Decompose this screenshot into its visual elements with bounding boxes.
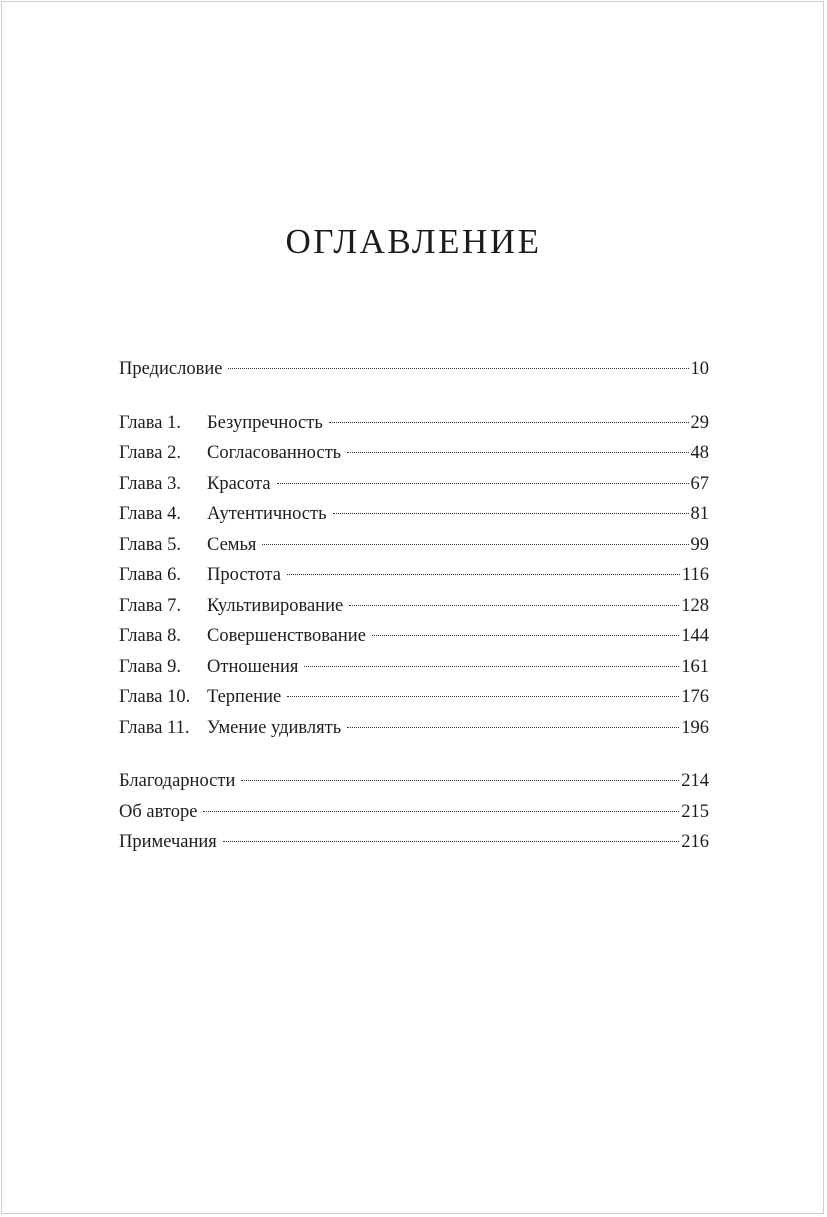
page-number: 99 [690, 534, 709, 555]
entry-title: Умение удивлять [207, 717, 342, 738]
entry-title: Об авторе [119, 801, 198, 822]
entry-title: Простота [207, 565, 281, 585]
toc-entry-chapter-6[interactable] [119, 560, 709, 591]
toc-entry-chapter-3[interactable] [119, 469, 709, 500]
toc-entry-about-author[interactable] [119, 797, 709, 828]
page-title: ОГЛАВЛЕНИЕ [285, 222, 542, 261]
page-number: 48 [690, 443, 709, 463]
chapter-number: Глава 9. [119, 656, 181, 677]
chapter-number: Глава 2. [119, 443, 181, 463]
toc-entry-chapter-4[interactable] [119, 499, 709, 530]
toc-entry-chapter-10[interactable] [119, 682, 709, 713]
toc-entry-chapter-1[interactable] [119, 408, 709, 439]
entry-title: Культивирование [207, 595, 344, 616]
chapter-number: Глава 5. [119, 534, 181, 555]
entry-title: Красота [207, 473, 271, 494]
chapter-number: Глава 8. [119, 626, 181, 646]
toc-entry-acknowledgements[interactable] [119, 766, 709, 797]
toc-entry-chapter-7[interactable] [119, 591, 709, 622]
page-number: 216 [681, 832, 709, 852]
page-number: 214 [681, 771, 709, 791]
dot-leader [241, 780, 679, 781]
page-number: 176 [681, 687, 709, 707]
page-number: 116 [681, 565, 709, 585]
entry-title: Терпение [207, 687, 282, 707]
dot-leader [287, 696, 679, 697]
page-number: 67 [690, 473, 709, 494]
dot-leader [329, 422, 689, 423]
chapters-group [119, 408, 709, 744]
dot-leader [304, 666, 679, 667]
dot-leader [333, 513, 689, 514]
entry-title: Отношения [207, 656, 299, 677]
entry-title: Примечания [119, 832, 217, 852]
entry-title: Предисловие [119, 359, 223, 379]
toc-entry-preface[interactable] [119, 354, 709, 385]
dot-leader [372, 635, 679, 636]
chapter-number: Глава 10. [119, 687, 191, 707]
dot-leader [228, 368, 688, 369]
chapter-number: Глава 3. [119, 473, 181, 494]
dot-leader [347, 452, 688, 453]
page-number: 144 [681, 626, 709, 646]
page-number: 128 [681, 595, 709, 616]
dot-leader [347, 727, 679, 728]
entry-title: Совершенствование [207, 626, 366, 646]
dot-leader [349, 605, 679, 606]
chapter-number: Глава 1. [119, 412, 181, 433]
toc-entry-chapter-5[interactable] [119, 530, 709, 561]
page-number: 215 [681, 801, 709, 822]
chapter-number: Глава 6. [119, 565, 181, 585]
entry-title: Благодарности [119, 771, 236, 791]
toc-entry-chapter-9[interactable] [119, 652, 709, 683]
entry-title: Аутентичность [207, 504, 327, 524]
toc-entry-chapter-2[interactable] [119, 438, 709, 469]
chapter-number: Глава 4. [119, 504, 181, 524]
chapter-number: Глава 7. [119, 595, 181, 616]
dot-leader [277, 483, 689, 484]
entry-title: Семья [207, 534, 257, 555]
front-matter-group [119, 354, 709, 385]
chapter-number: Глава 11. [119, 717, 190, 738]
dot-leader [203, 811, 679, 812]
dot-leader [262, 544, 688, 545]
page-number: 196 [681, 717, 709, 738]
page-number: 29 [690, 412, 709, 433]
entry-title: Согласованность [207, 443, 342, 463]
toc-entry-notes[interactable] [119, 827, 709, 858]
entry-title: Безупречность [207, 412, 323, 433]
toc-entry-chapter-11[interactable] [119, 713, 709, 744]
dot-leader [223, 841, 679, 842]
toc-entry-chapter-8[interactable] [119, 621, 709, 652]
page-number: 10 [690, 359, 709, 379]
table-of-contents [119, 354, 709, 858]
page-number: 161 [681, 656, 709, 677]
dot-leader [287, 574, 680, 575]
back-matter-group [119, 766, 709, 858]
page-number: 81 [690, 504, 709, 524]
